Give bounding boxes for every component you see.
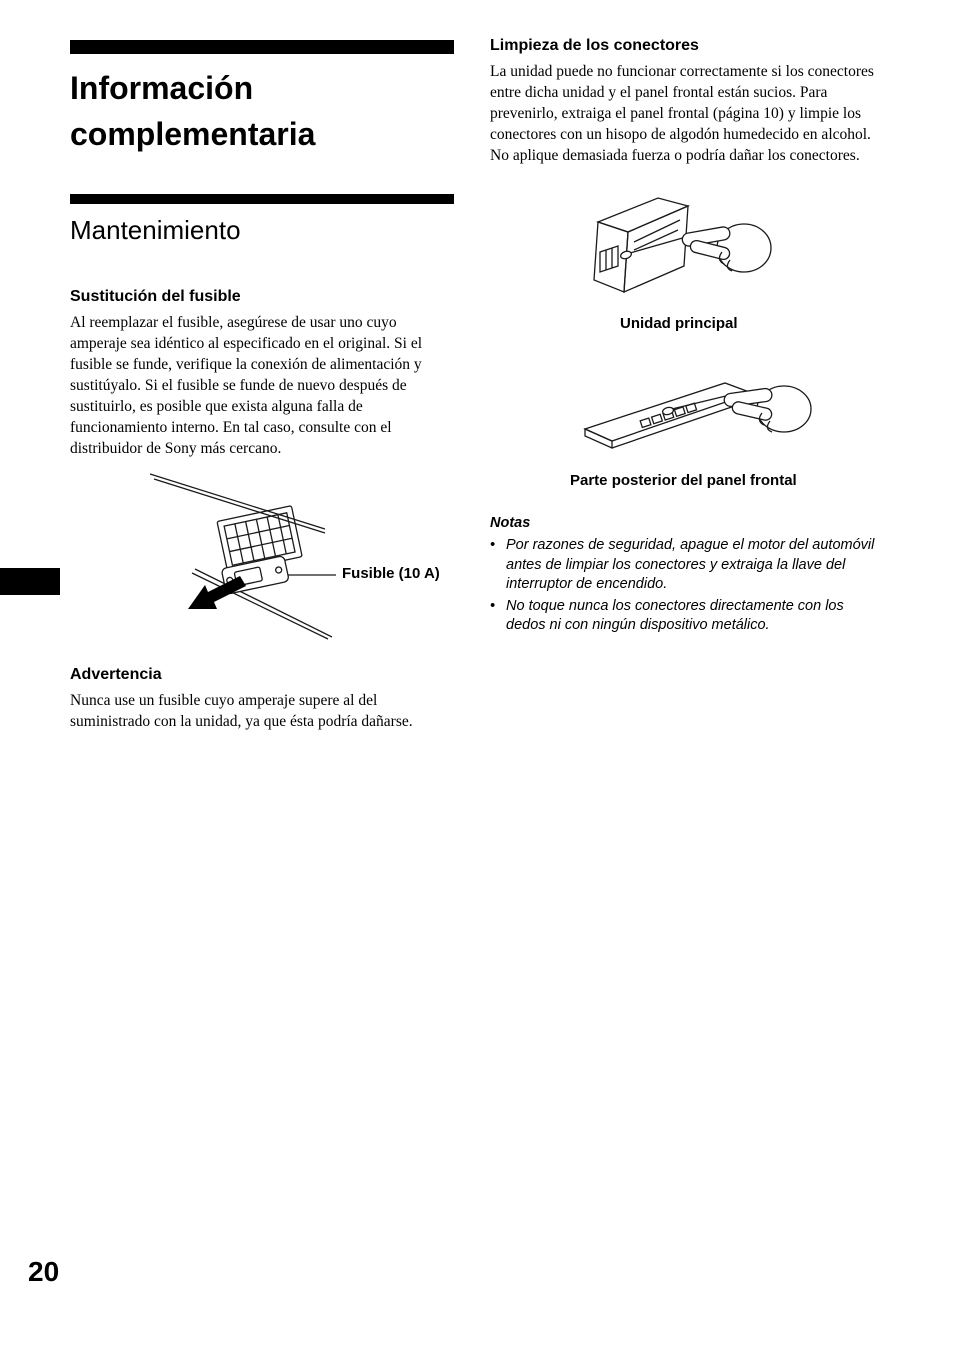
bullet-icon: • — [490, 537, 496, 553]
main-unit-caption: Unidad principal — [620, 315, 738, 332]
chapter-title-line-2: complementaria — [70, 116, 316, 152]
front-panel-caption: Parte posterior del panel frontal — [570, 472, 797, 489]
hand-icon — [681, 224, 771, 272]
notes-heading: Notas — [490, 515, 531, 531]
warning-body: Nunca use un fusible cuyo amperaje supere al del suministrado con la unidad, ya que ésta podría dañarse. — [70, 692, 413, 730]
chapter-title — [70, 65, 454, 157]
section-heading: Mantenimiento — [70, 215, 241, 245]
main-unit-illustration — [490, 190, 882, 312]
bullet-icon: • — [490, 597, 496, 614]
hand-icon — [723, 386, 811, 432]
note-text: No toque nunca los conectores directamente con los dedos ni con ningún dispositivo metálico. — [506, 597, 844, 633]
cleaning-body: La unidad puede no funcionar correctamente si los conectores entre dicha unidad y el panel frontal están sucios. Para prevenirlo, extraiga el panel frontal (página 10) y limpie los conectores con un hisopo de algodón humedecido en alcohol. No aplique demasiada fuerza o podría dañar los conectores. — [490, 63, 874, 164]
right-column — [490, 30, 882, 636]
note-text: Por razones de seguridad, apague el motor del automóvil antes de limpiar los conectores y extraiga la llave del interruptor de encendido. — [506, 537, 875, 592]
page-edge-tab — [0, 568, 60, 595]
main-unit-drawing — [490, 190, 882, 312]
section-heading-bar — [70, 194, 454, 204]
warning-heading: Advertencia — [70, 666, 162, 683]
fuse-illustration — [70, 469, 454, 665]
left-column — [70, 40, 454, 732]
fuse-heading: Sustitución del fusible — [70, 288, 241, 305]
chapter-title-bar — [70, 40, 454, 54]
note-item — [490, 597, 882, 636]
front-panel-back-illustration — [490, 367, 882, 469]
fuse-figure-label: Fusible (10 A) — [342, 565, 440, 582]
front-panel-drawing — [490, 367, 882, 469]
fuse-body: Al reemplazar el fusible, asegúrese de usar uno cuyo amperaje sea idéntico al especificado en el original. Si el fusible se funde, verifique la conexión de alimentación y sustitúyalo. Si el fusible se funde de nuevo después de sustituirlo, es posible que exista alguna falla de funcionamiento interno. En tal caso, consulte con el distribuidor de Sony más cercano. — [70, 314, 423, 457]
chapter-title-line-1: Información — [70, 70, 254, 106]
notes-list — [490, 536, 882, 636]
note-item — [490, 536, 882, 595]
cleaning-heading: Limpieza de los conectores — [490, 37, 699, 54]
page-number: 20 — [28, 1256, 60, 1287]
